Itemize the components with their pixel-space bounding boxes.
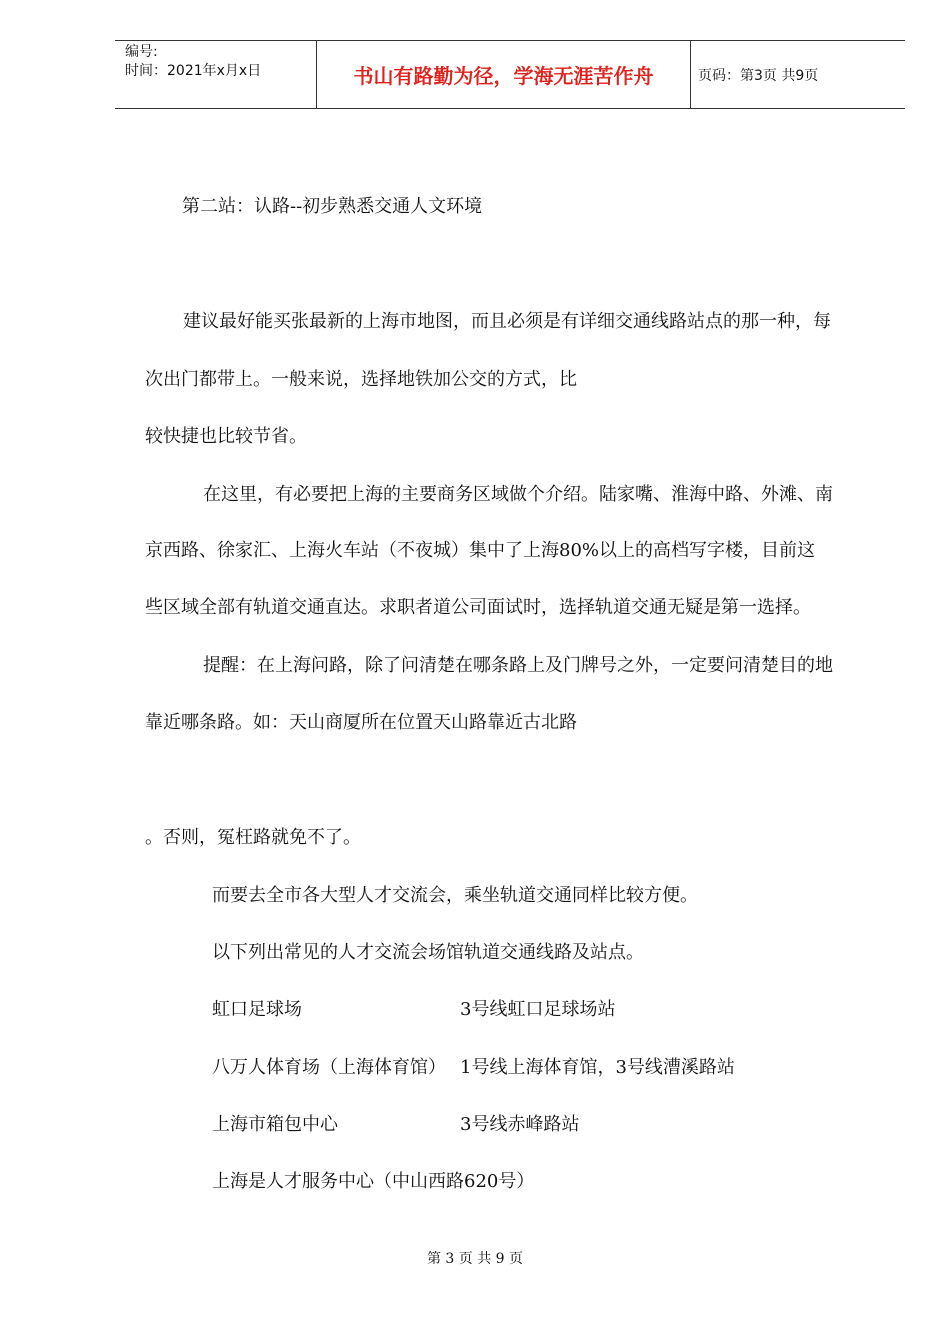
header-page-label: 页码：第3页 共9页	[698, 68, 819, 84]
venue-route: 3号线虹口足球场站	[460, 999, 616, 1020]
venue-name: 八万人体育场（上海体育馆）	[212, 1057, 446, 1078]
venue-route: 3号线赤峰路站	[460, 1114, 580, 1135]
paragraph-3-line-3: 。否则，冤枉路就免不了。	[145, 827, 361, 848]
venue-name: 上海是人才服务中心（中山西路620号）	[212, 1171, 535, 1192]
paragraph-2-line-1: 在这里，有必要把上海的主要商务区域做个介绍。陆家嘴、淮海中路、外滩、南	[203, 484, 833, 505]
header-meta	[125, 43, 315, 81]
paragraph-2-line-2: 京西路、徐家汇、上海火车站（不夜城）集中了上海80%以上的高档写字楼，目前这	[145, 540, 816, 561]
page-header	[115, 40, 905, 109]
code-label: 编号:	[125, 44, 158, 60]
paragraph-1-line-1: 建议最好能买张最新的上海市地图，而且必须是有详细交通线路站点的那一种，每	[183, 311, 831, 332]
header-motto: 书山有路勤为径，学海无涯苦作舟	[316, 41, 691, 108]
paragraph-2-line-3: 些区域全部有轨道交通直达。求职者道公司面试时，选择轨道交通无疑是第一选择。	[145, 597, 811, 618]
paragraph-4: 而要去全市各大型人才交流会，乘坐轨道交通同样比较方便。	[212, 885, 698, 906]
time-label: 时间：2021年x月x日	[125, 63, 262, 79]
section-title: 第二站：认路--初步熟悉交通人文环境	[182, 196, 483, 217]
venue-route: 1号线上海体育馆，3号线漕溪路站	[460, 1057, 735, 1078]
paragraph-1-line-3: 较快捷也比较节省。	[145, 426, 307, 447]
paragraph-3-line-1: 提醒：在上海问路，除了问清楚在哪条路上及门牌号之外，一定要问清楚目的地	[203, 655, 833, 676]
page-footer: 第 3 页 共 9 页	[426, 1251, 524, 1267]
paragraph-1-line-2: 次出门都带上。一般来说，选择地铁加公交的方式，比	[145, 369, 577, 390]
venue-name: 虹口足球场	[212, 999, 302, 1020]
venue-name: 上海市箱包中心	[212, 1114, 338, 1135]
paragraph-5: 以下列出常见的人才交流会场馆轨道交通线路及站点。	[212, 942, 644, 963]
paragraph-3-line-2: 靠近哪条路。如：天山商厦所在位置天山路靠近古北路	[145, 712, 577, 733]
